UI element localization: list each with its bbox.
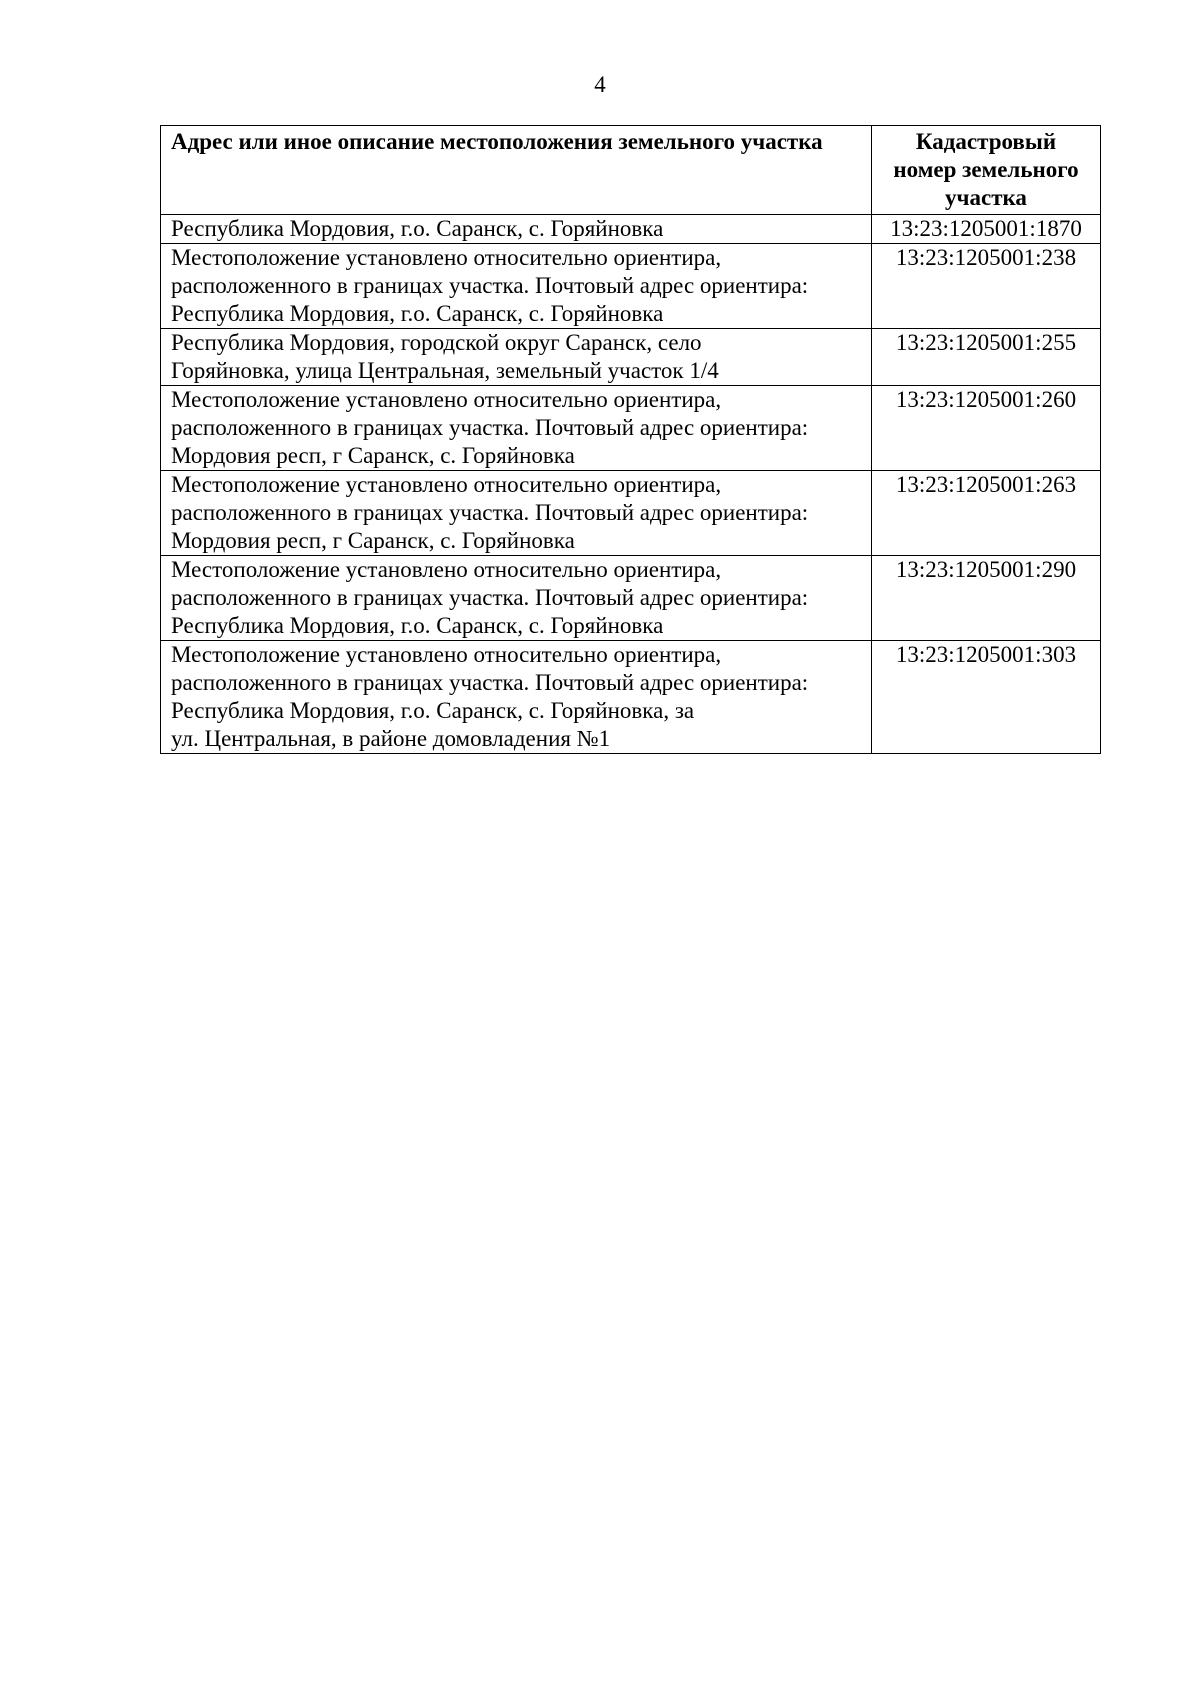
cell-address (161, 471, 872, 556)
header-cadastral-number: Кадастровый номер земельного участка (872, 126, 1101, 215)
table-row (161, 641, 1101, 754)
cadastral-number-text: 13:23:1205001:238 (895, 245, 1077, 270)
cadastral-number-text: 13:23:1205001:260 (895, 387, 1077, 412)
cell-cadastral-number (872, 641, 1101, 754)
cell-address (161, 329, 872, 386)
table-row (161, 386, 1101, 471)
cell-address (161, 556, 872, 641)
cell-cadastral-number (872, 215, 1101, 244)
cadastral-number-text: 13:23:1205001:1870 (890, 216, 1082, 241)
table-row (161, 556, 1101, 641)
cell-cadastral-number (872, 386, 1101, 471)
land-parcels-table (160, 125, 1101, 754)
cadastral-number-text: 13:23:1205001:255 (895, 330, 1077, 355)
cadastral-number-text: 13:23:1205001:290 (895, 557, 1077, 582)
table-row (161, 215, 1101, 244)
address-text: Местоположение установлено относительно ориентира, расположенного в границах участка. Почтовый адрес ориентира: Республика Мордовия, г.о. Саранск, с. Горяйновка, за ул. Центральная, в районе домовладения №1 (171, 642, 809, 751)
cell-cadastral-number (872, 244, 1101, 329)
header-address: Адрес или иное описание местоположения земельного участка (161, 126, 872, 215)
table-body (161, 215, 1101, 754)
table-row (161, 329, 1101, 386)
table-header-row (161, 126, 1101, 215)
address-text: Республика Мордовия, городской округ Саранск, село Горяйновка, улица Центральная, земельный участок 1/4 (171, 330, 719, 383)
cell-cadastral-number (872, 471, 1101, 556)
cell-address (161, 641, 872, 754)
cell-address (161, 386, 872, 471)
cadastral-number-text: 13:23:1205001:303 (895, 642, 1077, 667)
cadastral-number-text: 13:23:1205001:263 (895, 472, 1077, 497)
table-row (161, 471, 1101, 556)
address-text: Республика Мордовия, г.о. Саранск, с. Горяйновка (171, 216, 664, 241)
cell-cadastral-number (872, 329, 1101, 386)
page-number: 4 (594, 72, 606, 97)
address-text: Местоположение установлено относительно ориентира, расположенного в границах участка. Почтовый адрес ориентира: Республика Мордовия, г.о. Саранск, с. Горяйновка (171, 245, 809, 326)
cell-address (161, 244, 872, 329)
table-header (161, 126, 1101, 215)
address-text: Местоположение установлено относительно ориентира, расположенного в границах участка. Почтовый адрес ориентира: Мордовия респ, г Саранск, с. Горяйновка (171, 472, 809, 553)
table-row (161, 244, 1101, 329)
address-text: Местоположение установлено относительно ориентира, расположенного в границах участка. Почтовый адрес ориентира: Республика Мордовия, г.о. Саранск, с. Горяйновка (171, 557, 809, 638)
address-text: Местоположение установлено относительно ориентира, расположенного в границах участка. Почтовый адрес ориентира: Мордовия респ, г Саранск, с. Горяйновка (171, 387, 809, 468)
cell-cadastral-number (872, 556, 1101, 641)
cell-address (161, 215, 872, 244)
